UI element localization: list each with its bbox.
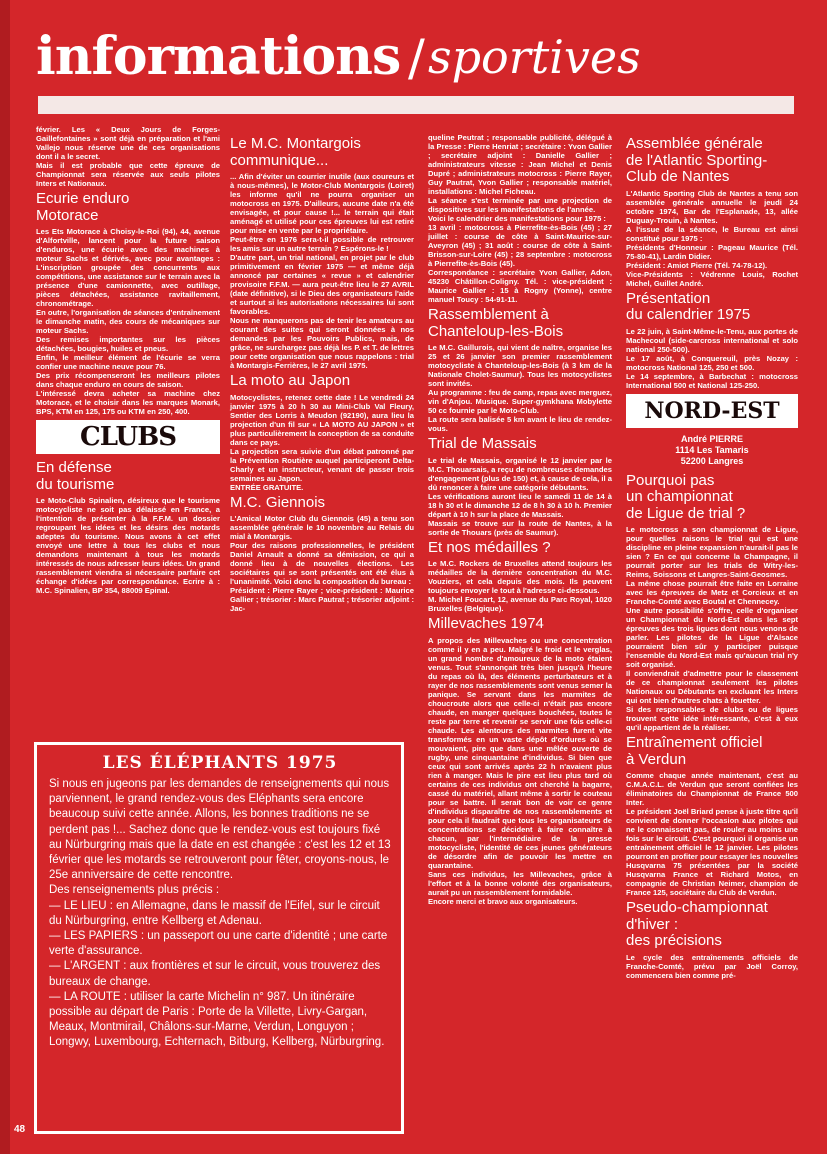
elephants-title: LES ÉLÉPHANTS 1975 bbox=[102, 753, 338, 773]
article-millevaches: A propos des Millevaches ou une concentration comme il y en a peu. Malgré le froid et le verglas, un grand nombre d'amoureux de la moto étaient venus. Tout s'annonçait très bien jusqu'à l'heure du repas où là, des éléments perturbateurs et à rayer de nos rassemblements sont venus semer la panique. Se servant dans les marmites de choucroute alors que celle-ci n'était pas encore chaude, en manger quelques bouchées, toutes le reste par terre et revenir se servir une fois celle-ci chaude. Les alentours des marmites furent vite transformés en un vaste dépôt d'ordures où se mouvaient, pire que dans une mêlée ouverte de rugby, une cinquantaine d'individus. Si bien que ceux qui sont arrivés après 22 h n'avaient plus rien à manger. Mais le pire est lieu plus tard où certains de ces individus ont cherché la bagarre, cassé du matériel, allant même à sortir le couteau pour se battre. Il serait bon de voir ce genre d'individus disparaître de nos rassemblements et pour cela il faudrait que tous les organisateurs de concentrations se décident à faire connaître à chacun, par l'intermédiaire de la presse motocycliste, l'identité de ces jeunes générateurs de désordre afin de pouvoir les mettre en quarantaine. Sans ces individus, les Millevaches, grâce à l'effort et à la bonne volonté des organisateurs, aurait pu un rassemblement formidable. Encore merci et bravo aux organisateurs. bbox=[428, 635, 612, 906]
heading-championnat-ligue: Pourquoi pas un championnat de Ligue de trial ? bbox=[626, 471, 746, 522]
heading-ecurie-enduro: Ecurie enduro Motorace bbox=[36, 190, 130, 224]
heading-moto-japon: La moto au Japon bbox=[230, 372, 351, 389]
column-3 bbox=[428, 133, 612, 909]
article-giennois-cont: queline Peutrat ; responsable publicité, délégué à la Presse : Pierre Henriat ; secrétaire : Yvon Gallier ; secrétaire adjoint : Danielle Gallier ; administrateurs vitesse : Jean Michel et Denis Dupré ; administrateurs motocross : Pierre Rayer, Guy Pautrat, Yvon Gallier ; responsable matériel, installations : Michel Ficheau. La séance s'est terminée par une projection de dispositives sur les manifestations de l'année. Voici le calendrier des manifestations pour 1975 : 13 avril : motocross à Pierrefite-ès-Bois (45) ; 27 juillet : course de côte à Saint-Maurice-sur-Aveyron (45) ; 31 août : course de côte à Saint-Brisson-sur-Loire (45) ; 28 septembre : motocross à Pierrefite-ès-Bois (45). Correspondance : secrétaire Yvon Gallier, Adon, 45230 Châtillon-Coligny. Tél. : vice-président : Maurice Gallier : 15 à Rogny (Yonne), centre manuel Toucy : 54-91-11. bbox=[428, 133, 612, 304]
heading-defense-tourisme: En défense du tourisme bbox=[36, 459, 115, 493]
intro-text: février. Les « Deux Jours de Forges-Gaillefontaines » sont déjà en préparation et l'ami Vallejo nous réserve une de ces organisations dont il a le secret. Mais il est probable que cette épreuve de Championnat sera réservée aux seuls pilotes Inters et Nationaux. bbox=[36, 125, 220, 188]
page-subtitle: sportives bbox=[428, 30, 641, 84]
page-spine bbox=[0, 0, 10, 1154]
article-calendrier-1975: Le 22 juin, à Saint-Même-le-Tenu, aux portes de Machecoul (side-carcross international et solo national 250-500). Le 17 août, à Conquereuil, près Nozay : motocross National 125, 250 et 500. Le 14 septembre, à Barbechat : motocross International 500 et National 125-250. bbox=[626, 326, 798, 390]
nord-est-address: André PIERRE 1114 Les Tamaris 52200 Langres bbox=[675, 433, 749, 466]
heading-entrainement-verdun: Entraînement officiel à Verdun bbox=[626, 734, 763, 768]
heading-mc-montargois: Le M.C. Montargois communique... bbox=[230, 135, 361, 169]
article-medailles: Le M.C. Rockers de Bruxelles attend toujours les médailles de la dernière concentration du M.C. Vouziers, et cela depuis des mois. Ils peuvent toujours envoyer le tout à l'adresse ci-dessous. M. Michel Foucart, 12, avenue du Parc Royal, 1020 Bruxelles (Belgique). bbox=[428, 559, 612, 613]
article-mc-montargois: ... Afin d'éviter un courrier inutile (aux coureurs et à nous-mêmes), le Motor-Club Montargois (Loiret) les informe qu'il ne pourra organiser un motocross en 1975. D'ailleurs, aucune date n'a été envisagée, et pour cause !... le terrain qui était aménagé et utilisé pour ces épreuves lui est retiré pour mise en vente par le propriétaire. Peut-être en 1976 sera-t-il possible de retrouver les amis sur un autre terrain ? Espérons-le ! D'autre part, un trial national, en projet par le club primitivement en février 1975 — et même déjà annoncé par certaines « revue » et calendrier provisoire F.F.M. — aura peut-être lieu le 27 AVRIL (date définitive), si le Dieu des organisateurs l'aide et surtout si les autorisations nécessaires lui sont favorables. Nous ne manquerons pas de tenir les amateurs au courant des suites qui seront données à nos demandes par les Pouvoirs Publics, mais, de grâce, ne surchargez pas déjà les P. et T. de lettres pour cette organisation que nous rappelons : trial à Montargis-Ferrières, le 27 avril 1975. bbox=[230, 172, 414, 370]
article-pseudo-championnat: Le cycle des entraînements officiels de Franche-Comté, prévu par Joël Corroy, commencera bien comme pré- bbox=[626, 952, 798, 980]
heading-assemblee-atlantic: Assemblée générale de l'Atlantic Sporting- Club de Nantes bbox=[626, 135, 768, 185]
article-championnat-ligue: Le motocross a son championnat de Ligue, pour quelles raisons le trial qui est une discipline en pleine expansion n'aurait-il pas le sien ? En ce qui concerne la Champagne, il pourrait porter sur les trials de Witry-les-Reims, Soissons et Langres-Saint-Geosmes. La même chose pourrait être faite en Lorraine avec les épreuves de Metz et Corcieux et en Franche-Comté avec Boutal et Chennecey. Une autre possibilité s'offre, celle d'organiser un Championnat du Nord-Est dans les sept épreuves des trois ligues dont nous venons de parler. Les pilotes de la Ligue d'Alsace pourraient bien sûr y participer puisque l'ensemble du Nord-Est mais qu'aucun trial n'y soit organisé. Il conviendrait d'admettre pour le classement de ce championnat seulement les pilotes Nationaux ou Débutants en excluant les Inters qui ont bien d'autres chats à fouetter. Si des responsables de clubs ou de ligues trouvent cette idée intéressante, c'est à eux qu'il appartient de la réaliser. bbox=[626, 525, 798, 732]
article-trial-massais: Le trial de Massais, organisé le 12 janvier par le M.C. Thouarsais, a reçu de nombreuses demandes d'engagement (plus de 150) et, à cause de cela, il a dû renoncer à faire une catégorie débutants. Les vérifications auront lieu le samedi 11 de 14 à 18 h 30 et le dimanche 12 de 8 h 30 à 10 h. Premier départ à 10 h sur la place de Massais. Massais se trouve sur la route de Nantes, à la sortie de Thouars (près de Saumur). bbox=[428, 455, 612, 537]
article-assemblee-atlantic: L'Atlantic Sporting Club de Nantes a tenu son assemblée générale annuelle le jeudi 24 octobre 1974, Bar de l'Esplanade, 13, allée Duguay-Trouin, à Nantes. A l'issue de la séance, le Bureau est ainsi constitué pour 1975 : Présidents d'Honneur : Pageau Maurice (Tél. 75-80-41), Lardin Didier. Président : Amiot Pierre (Tél. 74-78-12). Vice-Présidents : Védrenne Louis, Rochet Michel, Guillet André. bbox=[626, 188, 798, 288]
heading-medailles: Et nos médailles ? bbox=[428, 538, 551, 556]
heading-millevaches: Millevaches 1974 bbox=[428, 615, 544, 632]
page-number: 48 bbox=[14, 1124, 26, 1135]
title-separator: / bbox=[408, 29, 425, 87]
clubs-heading-box: CLUBS bbox=[36, 420, 220, 454]
heading-pseudo-championnat: Pseudo-championnat d'hiver : des précisions bbox=[626, 899, 768, 949]
column-4 bbox=[626, 133, 798, 983]
article-ecurie-enduro: Les Ets Motorace à Choisy-le-Roi (94), 44, avenue d'Alfortville, lancent pour la future saison d'enduros, une écurie avec des machines à moteur Sachs et dérivés, avec pour avantages : L'inscription groupée des concurrents aux compétitions, une assistance sur le terrain avec la présence d'une camionnette, avec outillage, pièces détachées, assistance ravitaillement, chronométrage. En outre, l'organisation de séances d'entraînement le dimanche matin, des cours de mécaniques sur moteur Sachs. Des remises importantes sur les pièces détachées, bougies, huiles et pneus. Enfin, le meilleur élément de l'écurie se verra confier une machine neuve pour 76. Des prix récompenseront les meilleurs pilotes dans chaque enduro en cours de saison. L'intéressé devra acheter sa machine chez Motorace, et le choisir dans les marques Monark, BPS, KTM en 125, 175 ou KTM en 250, 400. bbox=[36, 227, 220, 416]
header-bar bbox=[38, 96, 794, 114]
article-moto-japon: Motocyclistes, retenez cette date ! Le vendredi 24 janvier 1975 à 20 h 30 au Mini-Club Val Fleury, Sentier des Lorris à Meudon (92190), aura lieu la projection d'un fil sur « LA MOTO AU JAPON » et plus particulièrement la conception de sa conduite dans ce pays. La projection sera suivie d'un débat patronné par la Prévention Routière auquel participeront Delta-Charly et un instructeur, venant de passer trois semaines au Japon. ENTRÉE GRATUITE. bbox=[230, 392, 414, 492]
heading-calendrier-1975: Présentation du calendrier 1975 bbox=[626, 289, 751, 323]
elephants-box bbox=[34, 742, 404, 1134]
article-mc-giennois: L'Amical Motor Club du Giennois (45) a tenu son assemblée générale le 10 novembre au Relais du mial à Montargis. Pour des raisons professionnelles, le président Daniel Arnault a donné sa démission, ce qui a donné lieu à de nouvelles élections. Les sociétaires qui se sont présentés ont été élus à l'unanimité. Voici donc la composition du bureau : Président : Pierre Rayer ; vice-président : Maurice Gallier ; trésorier : Marc Pautrat ; trésorier adjoint : Jac- bbox=[230, 514, 414, 613]
column-1 bbox=[36, 125, 220, 598]
column-2 bbox=[230, 133, 414, 616]
heading-trial-massais: Trial de Massais bbox=[428, 435, 537, 452]
article-defense-tourisme: Le Moto-Club Spinalien, désireux que le tourisme motocycliste ne soit pas délaissé en France, a l'intention de présenter à la F.F.M. un dossier regroupant les idées et les désirs des motards adeptes du tourisme. Nous avons à cet effet envoyé une lettre à tous les clubs et nous demandons maintenant à tous les motards intéressés de nous adresser leurs idées. Un grand rassemblement viendra si nécessaire parfaire cet échange d'idées par correspondance. Ecrire à : M.C. Spinalien, BP 354, 88009 Epinal. bbox=[36, 496, 220, 595]
page-header bbox=[36, 22, 796, 92]
heading-chanteloup: Rassemblement à Chanteloup-les-Bois bbox=[428, 306, 564, 340]
article-entrainement-verdun: Comme chaque année maintenant, c'est au C.M.A.C.L. de Verdun que seront confiées les éliminatoires du Championnat de France 500 Inter. Le président Joël Briard pense à juste titre qu'il convient de donner l'occasion aux pilotes qui ne le connaissent pas, de rouler au moins une fois sur le circuit. C'est pourquoi il organise un entraînement officiel le 12 janvier. Les pilotes pourront en profiter pour essayer les nouvelles Husqvarna 75 présentées par la société Husqvarna France et Richard Motos, en compagnie de Christian Neimer, champion de France 125, sociétaire du Club de Verdun. bbox=[626, 771, 798, 897]
article-chanteloup: Le M.C. Gaillurois, qui vient de naître, organise les 25 et 26 janvier son premier rassemblement motocycliste à Chanteloup-les-Bois (à 3 km de la Nationale Cholet-Saumur). Tous les motocyclistes sont invités. Au programme : feu de camp, repas avec merguez, vin d'Anjou. Musique. Super-gymkhana Mobylette 50 cc fournie par le Moto-Club. La route sera balisée 5 km avant le lieu de rendez-vous. bbox=[428, 343, 613, 433]
nord-est-heading-box: NORD-EST bbox=[626, 394, 798, 428]
elephants-text: Si nous en jugeons par les demandes de renseignements qui nous parviennent, le grand rendez-vous des Eléphants sera encore beaucoup suivi cette année. Allons, les bonnes traditions ne se perdent pas !... Sachez donc que le rendez-vous est toujours fixé au Nürburgring mais que la date en est changée : c'est les 12 et 13 février que les motards se retrouveront pour fêter, croyons-nous, le 25e anniversaire de cette rencontre. Des renseignements plus précis : — LE LIEU : en Allemagne, dans le massif de l'Eifel, sur le circuit du Nürburgring, entre Kellberg et Adenau. — LES PAPIERS : un passeport ou une carte d'identité ; une carte verte d'assurance. — L'ARGENT : aux frontières et sur le circuit, vous trouverez des bureaux de change. — LA ROUTE : utiliser la carte Michelin n° 987. Un itinéraire possible au départ de Paris : Porte de la Villette, Livry-Gargan, Meaux, Montmirail, Châlons-sur-Marne, Verdun, Longuyon ; Longwy, Luxembourg, Echternach, Bitburg, Kellberg, Nürburgring. bbox=[49, 778, 391, 1049]
heading-mc-giennois: M.C. Giennois bbox=[230, 493, 326, 511]
page-title: informations bbox=[36, 26, 401, 87]
